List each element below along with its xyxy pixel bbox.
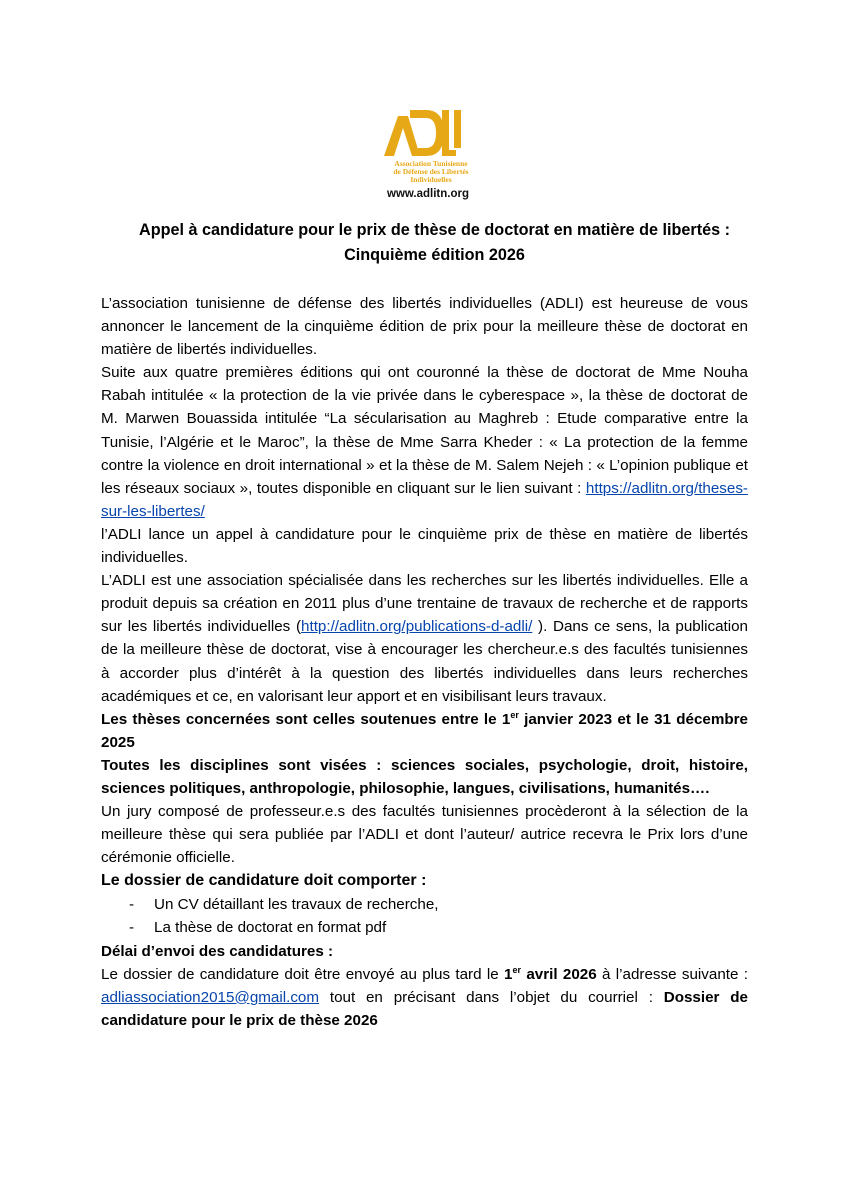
disciplines-paragraph: Toutes les disciplines sont visées : sciences sociales, psychologie, droit, histoire, sciences politiques, anthropologie, philosophie, langues, civilisations, humanités…. xyxy=(101,756,748,797)
eligibility-sup: er xyxy=(510,709,519,720)
deadline-day: 1 xyxy=(504,965,513,983)
logo-tagline-line: de Défense des Libertés xyxy=(393,167,469,176)
delai-before: Le dossier de candidature doit être envoyé au plus tard le xyxy=(101,965,505,983)
delai-mid: tout en précisant dans l’objet du courriel : xyxy=(319,988,664,1006)
deadline-date xyxy=(504,966,597,983)
dossier-list xyxy=(101,893,748,939)
logo-tagline xyxy=(384,160,478,184)
dossier-heading: Le dossier de candidature doit comporter : xyxy=(101,872,427,890)
theses-link[interactable]: https://adlitn.org/theses-sur-les-libertes/ xyxy=(101,479,748,520)
call-paragraph: l’ADLI lance un appel à candidature pour le cinquième prix de thèse en matière de libertés individuelles. xyxy=(101,525,748,567)
delai-heading: Délai d’envoi des candidatures : xyxy=(101,942,334,960)
publications-link[interactable]: http://adlitn.org/publications-d-adli/ xyxy=(301,618,533,636)
previous-editions-paragraph xyxy=(101,361,748,523)
about-text-after: ). Dans ce sens, la publication de la meilleure thèse de doctorat, vise à encourager les chercheur.e.s des facultés tunisiennes à accorder plus d’intérêt à la question des libertés individuelles dans leurs recherches académiques et ce, en valorisant leur apport et en visibilisant leurs travaux. xyxy=(101,618,748,705)
list-item: - La thèse de doctorat en format pdf xyxy=(129,916,748,939)
previous-editions-text: Suite aux quatre premières éditions qui ont couronné la thèse de doctorat de Mme Nouha Rabah intitulée « la protection de la vie privée dans le cyberespace », la thèse de doctorat de M. Marwen Bouassida intitulée “La sécularisation au Maghreb : Etude comparative entre la Tunisie, l’Algérie et le Maroc”, la thèse de Mme Sarra Kheder : « La protection de la femme contre la violence en droit international » et la thèse de M. Salem Nejeh : « L’opinion publique et les réseaux sociaux », toutes disponible en cliquant sur le lien suivant : xyxy=(101,364,748,497)
logo-website[interactable]: www.adlitn.org xyxy=(387,188,469,200)
title-line-2: Cinquième édition 2026 xyxy=(344,246,525,264)
logo-tagline-line: Association Tunisienne xyxy=(394,159,468,168)
logo-tagline-line: Individuelles xyxy=(410,175,452,184)
contact-email-link[interactable]: adliassociation2015@gmail.com xyxy=(101,988,320,1006)
list-item: - Un CV détaillant les travaux de recherche, xyxy=(129,893,748,916)
title-line-1: Appel à candidature pour le prix de thèse de doctorat en matière de libertés : xyxy=(139,221,730,239)
intro-paragraph: L’association tunisienne de défense des libertés individuelles (ADLI) est heureuse de vous annoncer le lancement de la cinquième édition de prix pour la meilleure thèse de doctorat en matière de libertés individuelles. xyxy=(101,295,748,359)
eligibility-dates xyxy=(101,708,748,754)
document-body xyxy=(101,292,748,1032)
page-title xyxy=(60,218,809,268)
about-adli-paragraph xyxy=(101,569,748,708)
about-text-before: L’ADLI est une association spécialisée dans les recherches sur les libertés individuelles. Elle a produit depuis sa création en 2011 plus d’une trentaine de travaux de recherche et de rapports sur les libertés individuelles ( xyxy=(101,572,748,636)
deadline-sup: er xyxy=(512,964,521,975)
delai-paragraph xyxy=(101,963,748,1032)
deadline-rest: avril 2026 xyxy=(521,965,597,983)
email-subject: Dossier de candidature pour le prix de thèse 2026 xyxy=(101,988,748,1029)
jury-paragraph: Un jury composé de professeur.e.s des facultés tunisiennes procèderont à la sélection de la meilleure thèse qui sera publiée par l’ADLI et dont l’auteur/ autrice recevra le Prix lors d’une cérémonie officielle. xyxy=(101,803,748,867)
adli-logo-mark xyxy=(382,108,462,158)
adli-logo xyxy=(366,108,490,198)
delai-after: à l’adresse suivante : xyxy=(596,965,748,983)
eligibility-before: Les thèses concernées sont celles soutenues entre le 1 xyxy=(101,710,511,728)
eligibility-after: janvier 2023 et le 31 décembre 2025 xyxy=(101,710,749,751)
